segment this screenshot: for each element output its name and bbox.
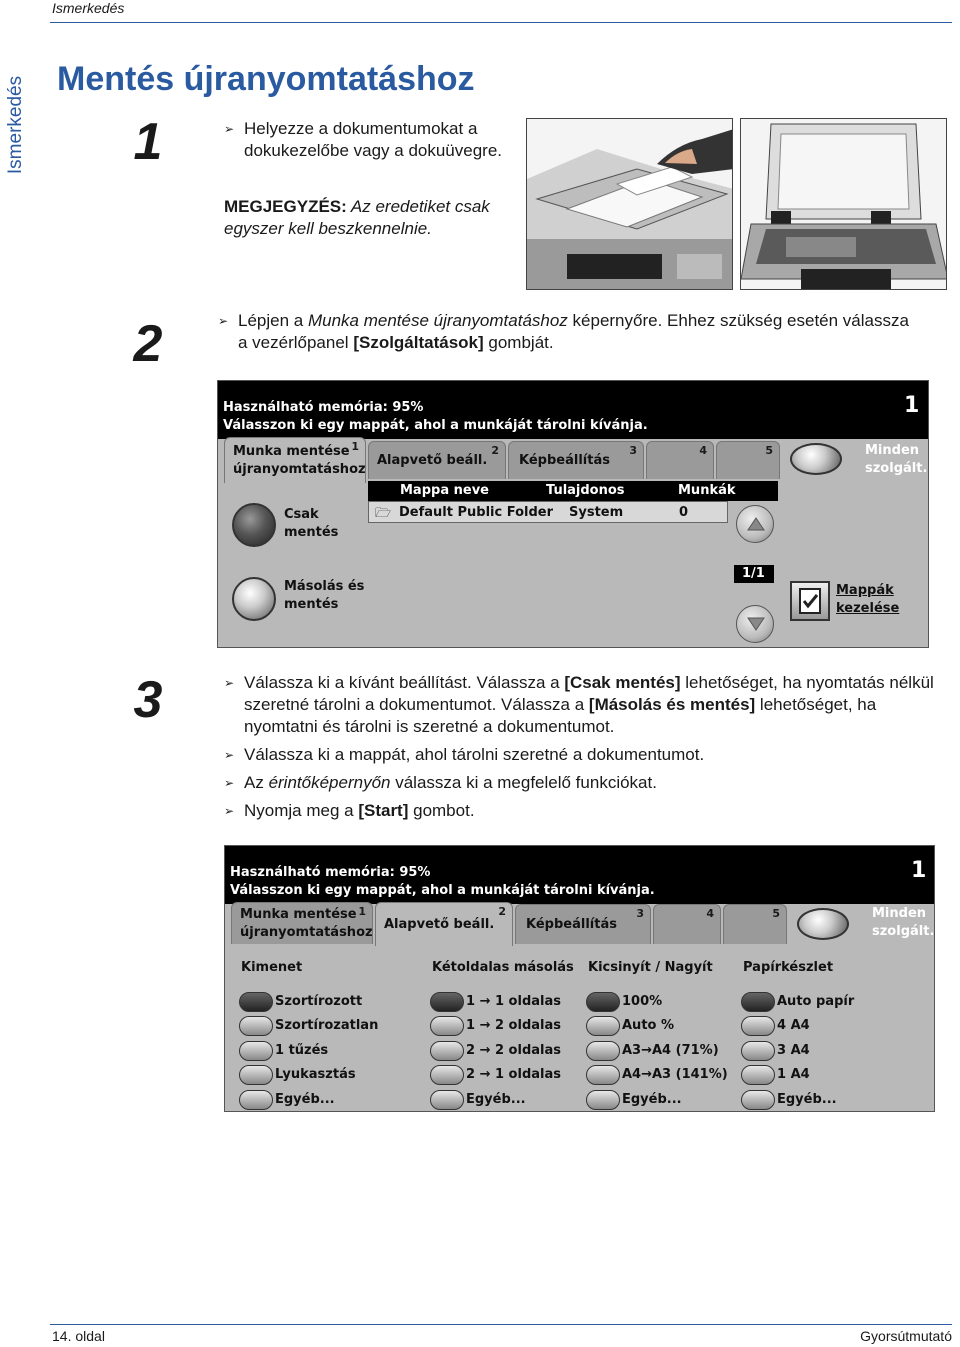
output-option-4-button[interactable]	[239, 1065, 273, 1085]
output-option-1-button[interactable]	[239, 992, 273, 1012]
duplex-option-2-button[interactable]	[430, 1016, 464, 1036]
paper-option-2-button[interactable]	[741, 1016, 775, 1036]
arrow-up-icon	[746, 516, 766, 532]
tab2-4[interactable]: 4	[653, 904, 721, 944]
col-owner: Tulajdonos	[546, 483, 625, 498]
paper-option-5: Egyéb...	[777, 1092, 837, 1107]
tab-basic-settings[interactable]: Alapvető beáll. 2	[368, 441, 506, 479]
step2-list	[218, 310, 918, 360]
paper-option-5-button[interactable]	[741, 1090, 775, 1110]
reduce-option-3-button[interactable]	[586, 1041, 620, 1061]
memory-label-2: Használható memória: 95%	[230, 865, 431, 880]
duplex-option-1-button[interactable]	[430, 992, 464, 1012]
document-feeder-photo	[526, 118, 733, 290]
step3-bullet-3: ➢ Az érintőképernyőn válassza ki a megfelelő funkciókat.	[224, 772, 944, 794]
clipboard-check-icon	[792, 583, 828, 619]
step3-bullet-4: ➢ Nyomja meg a [Start] gombot.	[224, 800, 944, 822]
reduce-option-5: Egyéb...	[622, 1092, 682, 1107]
step1-note: MEGJEGYZÉS: Az eredetiket csak egyszer kell beszkennelnie.	[224, 197, 490, 238]
scroll-down-button[interactable]	[736, 605, 774, 643]
output-option-5: Egyéb...	[275, 1092, 335, 1107]
all-services-button[interactable]	[790, 443, 842, 475]
step3-bullet-1: ➢ Válassza ki a kívánt beállítást. Válassza a [Csak mentés] lehetőséget, ha nyomtatás nélkül szeretné tárolni a dokumentumot. Válassza a [Másolás és mentés] lehetőséget, ha nyomtatni és tárolni is szeretné a dokumentumot.	[224, 672, 944, 738]
folder-table-header	[368, 481, 778, 501]
folder-row-owner: System	[569, 505, 624, 520]
paper-header: Papírkészlet	[743, 960, 834, 975]
reduce-option-4-button[interactable]	[586, 1065, 620, 1085]
reduce-option-5-button[interactable]	[586, 1090, 620, 1110]
duplex-option-4: 2 → 1 oldalas	[466, 1067, 561, 1082]
tab2-image-quality[interactable]: Képbeállítás 3	[515, 904, 651, 944]
tab2-5[interactable]: 5	[723, 904, 787, 944]
duplex-option-5: Egyéb...	[466, 1092, 526, 1107]
reduce-option-4: A4→A3 (141%)	[622, 1067, 728, 1082]
page-indicator: 1/1	[734, 565, 774, 583]
save-only-label-2: mentés	[284, 525, 339, 540]
tab-save-for-reprint[interactable]: Munka mentése újranyomtatáshoz 1	[224, 437, 366, 483]
all-services-button-2[interactable]	[797, 908, 849, 940]
duplex-option-5-button[interactable]	[430, 1090, 464, 1110]
duplex-option-4-button[interactable]	[430, 1065, 464, 1085]
paper-option-1: Auto papír	[777, 994, 855, 1009]
paper-option-4: 1 A4	[777, 1067, 810, 1082]
paper-option-3: 3 A4	[777, 1043, 810, 1058]
output-option-2: Szortírozatlan	[275, 1018, 379, 1033]
output-option-2-button[interactable]	[239, 1016, 273, 1036]
duplex-option-1: 1 → 1 oldalas	[466, 994, 561, 1009]
reduce-header: Kicsinyít / Nagyít	[588, 960, 713, 975]
output-option-4: Lyukasztás	[275, 1067, 356, 1082]
tab-5[interactable]: 5	[716, 441, 780, 479]
col-folder-name: Mappa neve	[400, 483, 489, 498]
tab2-basic-settings[interactable]: Alapvető beáll. 2	[375, 902, 513, 946]
paper-option-3-button[interactable]	[741, 1041, 775, 1061]
reduce-option-3: A3→A4 (71%)	[622, 1043, 719, 1058]
memory-label: Használható memória: 95%	[223, 400, 424, 415]
step3-bullet-2: ➢ Válassza ki a mappát, ahol tárolni szeretné a dokumentumot.	[224, 744, 944, 766]
step-number-2: 2	[133, 315, 163, 373]
step2-bullet: ➢ Lépjen a Munka mentése újranyomtatáshoz képernyőre. Ehhez szükség esetén válassza a vezérlőpanel [Szolgáltatások] gombját.	[218, 310, 918, 354]
arrow-down-icon	[746, 616, 766, 632]
basic-settings-screen	[224, 845, 935, 1112]
footer-rule	[50, 1324, 952, 1325]
folder-manage-label-2[interactable]: kezelése	[836, 601, 900, 616]
save-job-screen	[217, 380, 929, 648]
copy-counter: 1	[904, 393, 920, 418]
folder-row-jobs: 0	[679, 505, 689, 520]
reduce-option-2-button[interactable]	[586, 1016, 620, 1036]
duplex-option-2: 1 → 2 oldalas	[466, 1018, 561, 1033]
instruction-label: Válasszon ki egy mappát, ahol a munkáját tárolni kívánja.	[223, 418, 648, 433]
all-services-label-1: Minden	[865, 443, 920, 458]
tab-image-quality[interactable]: Képbeállítás 3	[508, 441, 644, 479]
header-rule	[50, 22, 952, 23]
duplex-option-3: 2 → 2 oldalas	[466, 1043, 561, 1058]
duplex-option-3-button[interactable]	[430, 1041, 464, 1061]
guide-name: Gyorsútmutató	[860, 1328, 952, 1344]
output-option-3: 1 tűzés	[275, 1043, 329, 1058]
paper-option-4-button[interactable]	[741, 1065, 775, 1085]
all-services-2-label-2: szolgált.	[872, 924, 935, 939]
tab-4[interactable]: 4	[646, 441, 714, 479]
reduce-option-1: 100%	[622, 994, 663, 1009]
output-option-5-button[interactable]	[239, 1090, 273, 1110]
folder-manage-label-1[interactable]: Mappák	[836, 583, 894, 598]
col-jobs: Munkák	[678, 483, 736, 498]
tab2-save-for-reprint[interactable]: Munka mentése újranyomtatáshoz 1	[231, 902, 373, 944]
folder-row[interactable]	[368, 501, 728, 523]
output-option-3-button[interactable]	[239, 1041, 273, 1061]
copy-and-save-radio[interactable]	[232, 577, 276, 621]
folder-row-name: Default Public Folder	[399, 505, 553, 520]
running-header: Ismerkedés	[52, 0, 125, 16]
copy-and-save-label-1: Másolás és	[284, 579, 365, 594]
side-tab: Ismerkedés	[5, 75, 26, 175]
paper-option-2: 4 A4	[777, 1018, 810, 1033]
step-number-3: 3	[133, 671, 163, 729]
document-glass-photo	[740, 118, 947, 290]
save-only-label-1: Csak	[284, 507, 319, 522]
step1-list	[224, 118, 514, 168]
paper-option-1-button[interactable]	[741, 992, 775, 1012]
copy-and-save-label-2: mentés	[284, 597, 339, 612]
output-header: Kimenet	[241, 960, 303, 975]
duplex-header: Kétoldalas másolás	[432, 960, 574, 975]
all-services-label-2: szolgált.	[865, 461, 928, 476]
step3-list	[224, 672, 944, 828]
step1-bullet: ➢ Helyezze a dokumentumokat a dokukezelőbe vagy a dokuüvegre.	[224, 118, 514, 162]
reduce-option-2: Auto %	[622, 1018, 675, 1033]
instruction-label-2: Válasszon ki egy mappát, ahol a munkáját tárolni kívánja.	[230, 883, 655, 898]
copy-counter-2: 1	[911, 858, 927, 883]
scroll-up-button[interactable]	[736, 505, 774, 543]
output-option-1: Szortírozott	[275, 994, 363, 1009]
reduce-option-1-button[interactable]	[586, 992, 620, 1012]
all-services-2-label-1: Minden	[872, 906, 927, 921]
page-number: 14. oldal	[52, 1328, 105, 1344]
folder-icon: 🗁	[375, 506, 392, 521]
save-only-radio[interactable]	[232, 503, 276, 547]
folder-manage-button[interactable]	[790, 581, 830, 621]
page-title: Mentés újranyomtatáshoz	[57, 60, 475, 98]
step-number-1: 1	[133, 113, 163, 171]
